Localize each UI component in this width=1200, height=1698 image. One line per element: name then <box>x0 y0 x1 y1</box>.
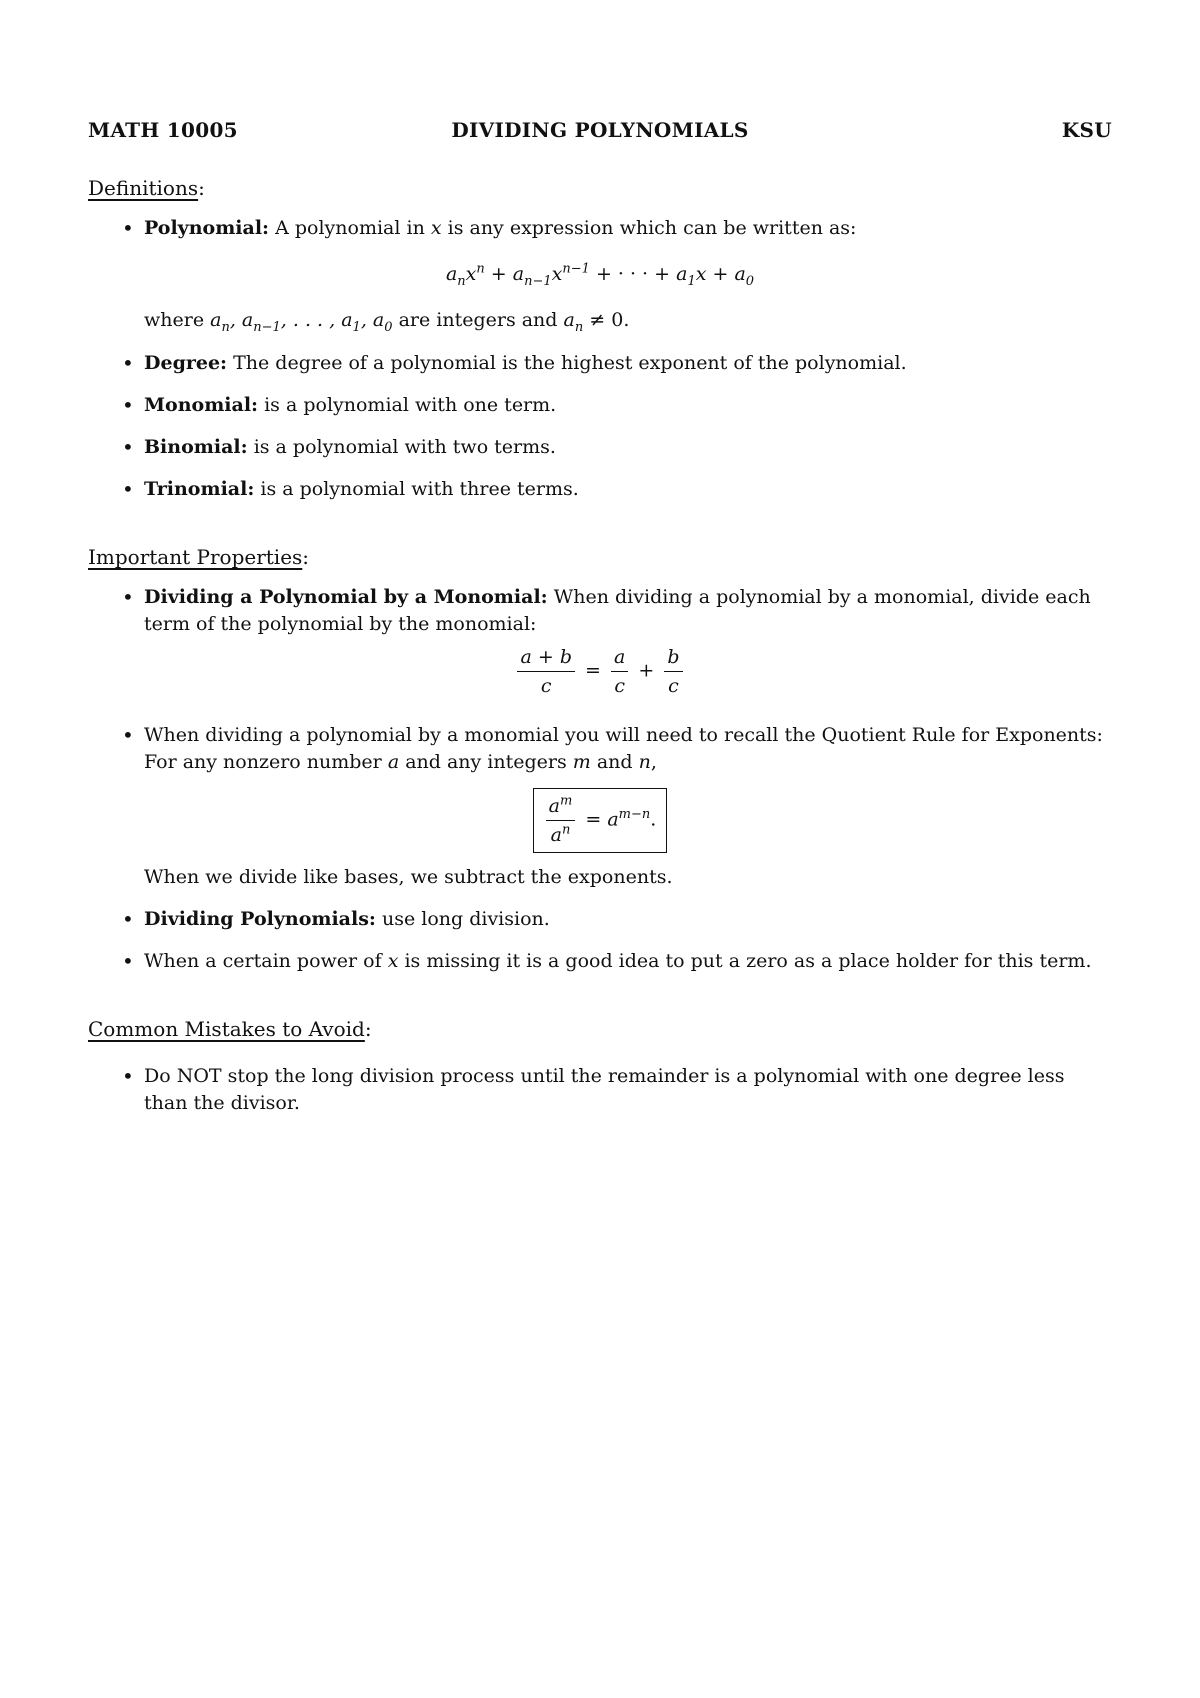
course-code: MATH 10005 <box>88 118 238 142</box>
definition-monomial: • Monomial: is a polynomial with one term. <box>144 392 1112 419</box>
section-definitions-title: Definitions: <box>88 176 205 200</box>
term-binomial: Binomial: <box>144 436 248 458</box>
quotient-rule-box: $\frac{a^m}{a^n}$ = $a^{m-n}$. <box>533 788 668 853</box>
split-fraction-equation: $\frac{a + b}{c}$ = $\frac{a}{c}$ + $\frac{b}{c}$ <box>88 646 1112 697</box>
property-divide-by-monomial: • Dividing a Polynomial by a Monomial: When dividing a polynomial by a monomial, divide each term of the polynomial by the monomial: <box>144 584 1112 638</box>
term-monomial: Monomial: <box>144 394 259 416</box>
institution: KSU <box>1061 118 1112 142</box>
term-dividing-polynomials: Dividing Polynomials: <box>144 908 376 930</box>
property-quotient-rule: • When dividing a polynomial by a monomial you will need to recall the Quotient Rule for Exponents: For any nonzero number a and any integers m and n, <box>144 722 1112 776</box>
property-missing-power: • When a certain power of x is missing it is a good idea to put a zero as a place holder for this term. <box>144 948 1112 975</box>
polynomial-general-form: $a_nx^n + a_{n-1}x^{n-1}$ + · · · + $a_1x + a_0$ <box>445 261 755 289</box>
definition-polynomial: • Polynomial: A polynomial in x is any expression which can be written as: <box>144 215 1112 242</box>
definition-binomial: • Binomial: is a polynomial with two terms. <box>144 434 1112 461</box>
quotient-rule-formula <box>88 788 1112 853</box>
mistake-long-division: • Do NOT stop the long division process until the remainder is a polynomial with one degree less than the divisor. <box>144 1063 1112 1117</box>
section-mistakes-title: Common Mistakes to Avoid: <box>88 1017 372 1041</box>
term-trinomial: Trinomial: <box>144 478 255 500</box>
term-dividing-by-monomial: Dividing a Polynomial by a Monomial: <box>144 586 548 608</box>
document-title: DIVIDING POLYNOMIALS <box>451 118 749 142</box>
term-polynomial: Polynomial: <box>144 217 270 239</box>
property-dividing-polynomials: • Dividing Polynomials: use long division. <box>144 906 1112 933</box>
polynomial-coefficients-note: where $a_n$, $a_{n-1}$, . . . , $a_1$, $a_0$ are integers and $a_n \ne 0$. <box>144 309 630 335</box>
quotient-rule-note: When we divide like bases, we subtract the exponents. <box>144 866 673 888</box>
page-header <box>88 118 1112 146</box>
definition-degree: • Degree: The degree of a polynomial is the highest exponent of the polynomial. <box>144 350 1112 377</box>
section-properties-title: Important Properties: <box>88 545 310 569</box>
definition-trinomial: • Trinomial: is a polynomial with three terms. <box>144 476 1112 503</box>
term-degree: Degree: <box>144 352 228 374</box>
